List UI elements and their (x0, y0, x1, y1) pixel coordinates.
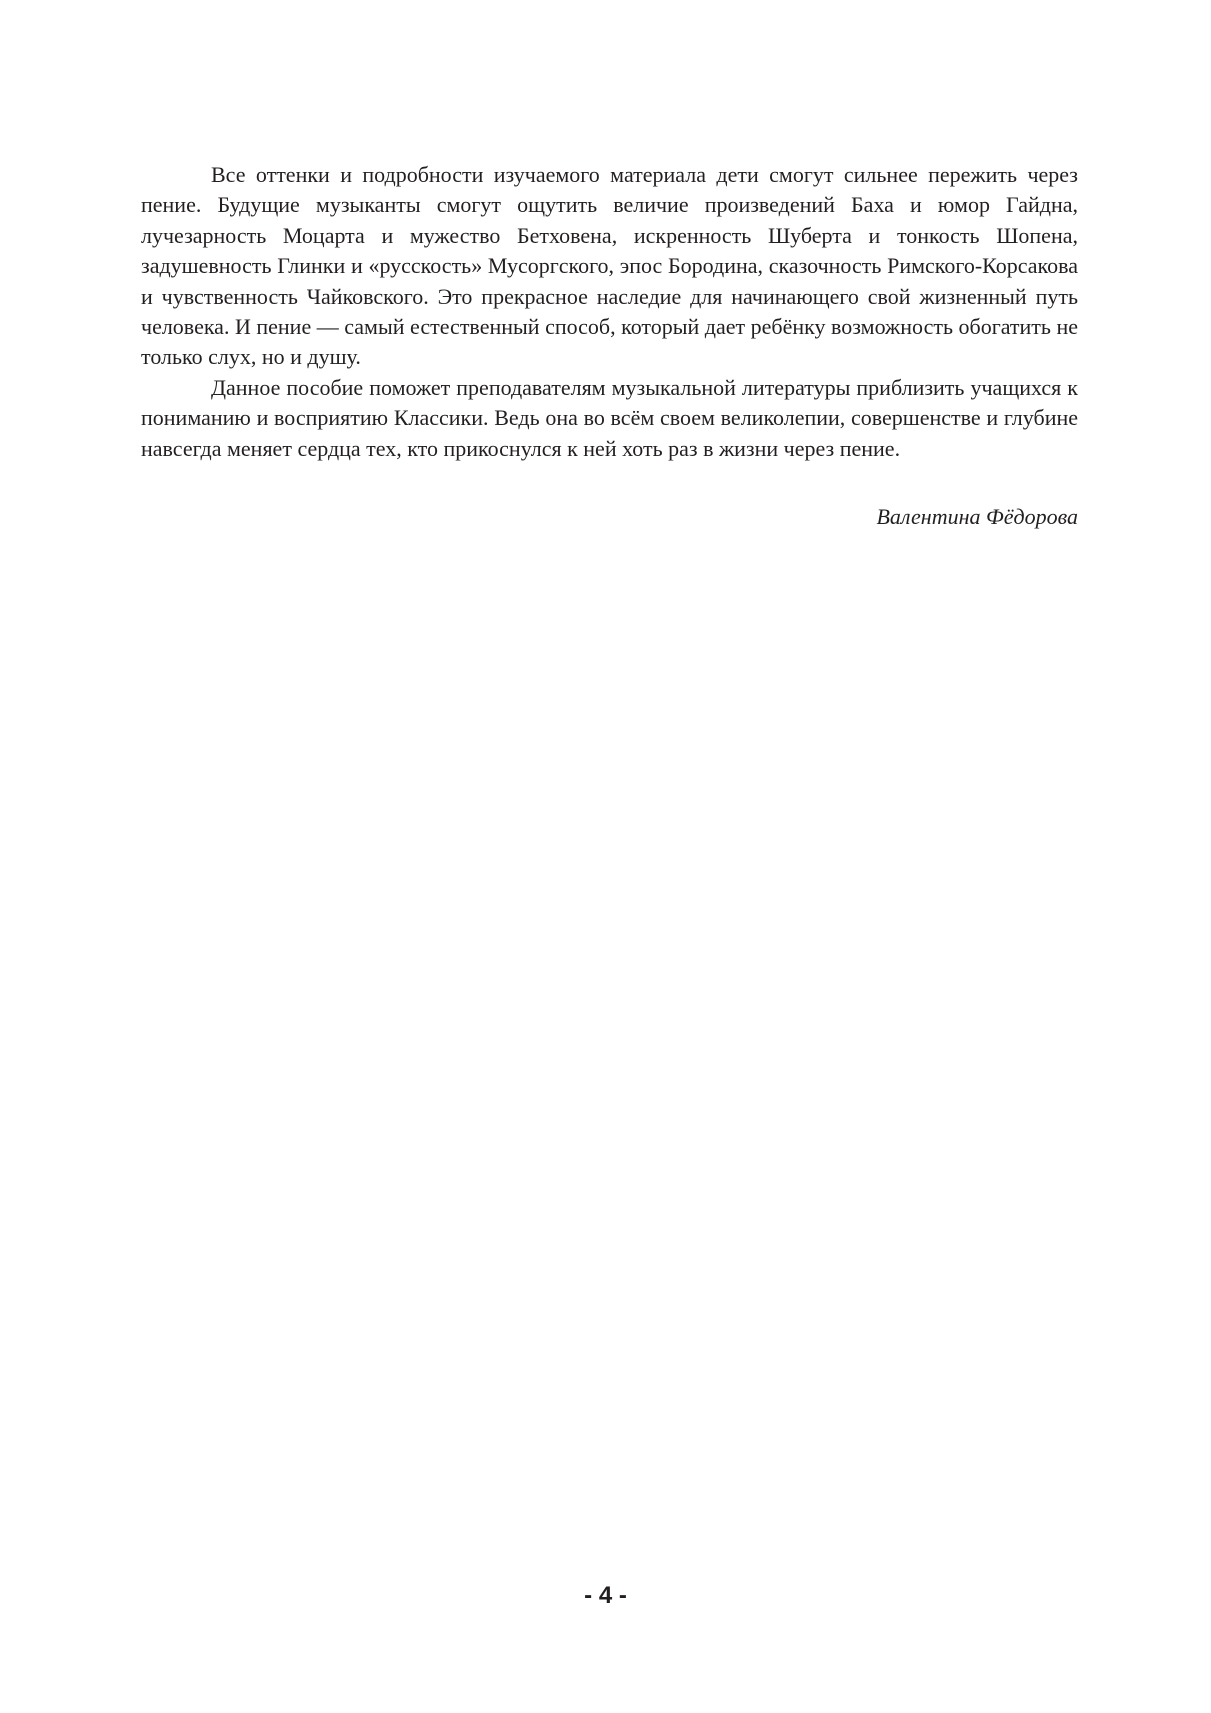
page-number: - 4 - (584, 1582, 627, 1609)
paragraph-2: Данное пособие поможет преподавателям музыкальной литературы приблизить учащихся к пониманию и восприятию Классики. Ведь она во всём своем великолепии, совершенстве и глубине навсегда меняет сердца тех, кто прикоснулся к ней хоть раз в жизни через пение. (141, 374, 1078, 461)
paragraph-1: Все оттенки и подробности изучаемого материала дети смогут сильнее пережить через пение. Будущие музыканты смогут ощутить величие произведений Баха и юмор Гайдна, лучезарность Моцарта и мужество Бетховена, искренность Шуберта и тонкость Шопена, задушевность Глинки и «русскость» Мусоргского, эпос Бородина, сказочность Римского-Корсакова и чувственность Чайковского. Это прекрасное наследие для начинающего свой жизненный путь человека. И пение — самый естественный способ, который дает ребёнку возможность обогатить не только слух, но и душу. (141, 162, 1078, 370)
author-signature: Валентина Фёдорова (876, 504, 1078, 529)
body-text (141, 160, 1078, 464)
